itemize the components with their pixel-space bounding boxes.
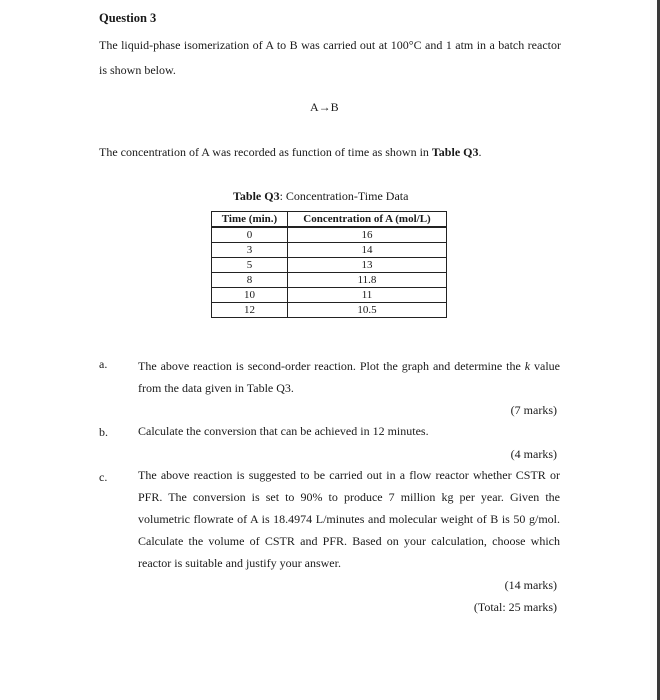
table-row: [212, 227, 447, 243]
cell-concentration: 11.8: [288, 273, 447, 288]
table-caption: [233, 189, 408, 204]
part-a-text-1: The above reaction is second-order reaction. Plot the graph and determine the: [138, 359, 525, 373]
part-a-k-symbol: k: [524, 359, 531, 373]
table-header-row: [212, 212, 447, 228]
part-c-text: The above reaction is suggested to be carried out in a flow reactor whether CSTR or PFR. The conversion is set to 90% to produce 7 million kg per year. Given the volumetric flowrate of A is 18.4974 L/minutes and molecular weight of B is 50 g/mol. Calculate the volume of CSTR and PFR. Based on your calculation, choose which reactor is suitable and justify your answer.: [138, 468, 560, 570]
table-row: [212, 303, 447, 318]
total-marks: (Total: 25 marks): [473, 600, 557, 614]
table-row: [212, 258, 447, 273]
part-c-letter: c.: [99, 470, 108, 484]
part-b-marks: (4 marks): [510, 447, 557, 461]
cell-time: 0: [212, 227, 288, 243]
part-a-text-2: value from the data given in Table Q3.: [138, 359, 560, 395]
table-row: [212, 288, 447, 303]
cell-concentration: 14: [288, 243, 447, 258]
cell-time: 12: [212, 303, 288, 318]
cell-concentration: 16: [288, 227, 447, 243]
cell-time: 5: [212, 258, 288, 273]
header-time: Time (min.): [212, 212, 288, 228]
part-a-letter: a.: [99, 357, 108, 371]
question-intro: The liquid-phase isomerization of A to B was carried out at 100°C and 1 atm in a batch reactor is shown below.: [99, 38, 561, 77]
table-caption-text: : Concentration-Time Data: [279, 189, 409, 203]
part-a-text: [138, 355, 560, 399]
concentration-suffix: .: [478, 145, 482, 159]
cell-time: 8: [212, 273, 288, 288]
header-concentration: Concentration of A (mol/L): [288, 212, 447, 228]
reaction-equation: A→B: [310, 100, 339, 114]
concentration-statement: [99, 145, 481, 160]
table-row: [212, 243, 447, 258]
cell-time: 3: [212, 243, 288, 258]
part-c-marks: (14 marks): [504, 578, 557, 592]
part-a-marks: (7 marks): [510, 403, 557, 417]
table-row: [212, 273, 447, 288]
table-caption-label: Table Q3: [233, 189, 280, 203]
concentration-prefix: The concentration of A was recorded as function of time as shown in: [99, 145, 432, 159]
part-b-text: Calculate the conversion that can be achieved in 12 minutes.: [138, 424, 429, 438]
cell-concentration: 13: [288, 258, 447, 273]
cell-time: 10: [212, 288, 288, 303]
cell-concentration: 10.5: [288, 303, 447, 318]
part-b-letter: b.: [99, 425, 108, 439]
table-reference: Table Q3: [431, 145, 479, 159]
question-title: Question 3: [99, 11, 157, 25]
concentration-time-table: [211, 211, 447, 318]
cell-concentration: 11: [288, 288, 447, 303]
